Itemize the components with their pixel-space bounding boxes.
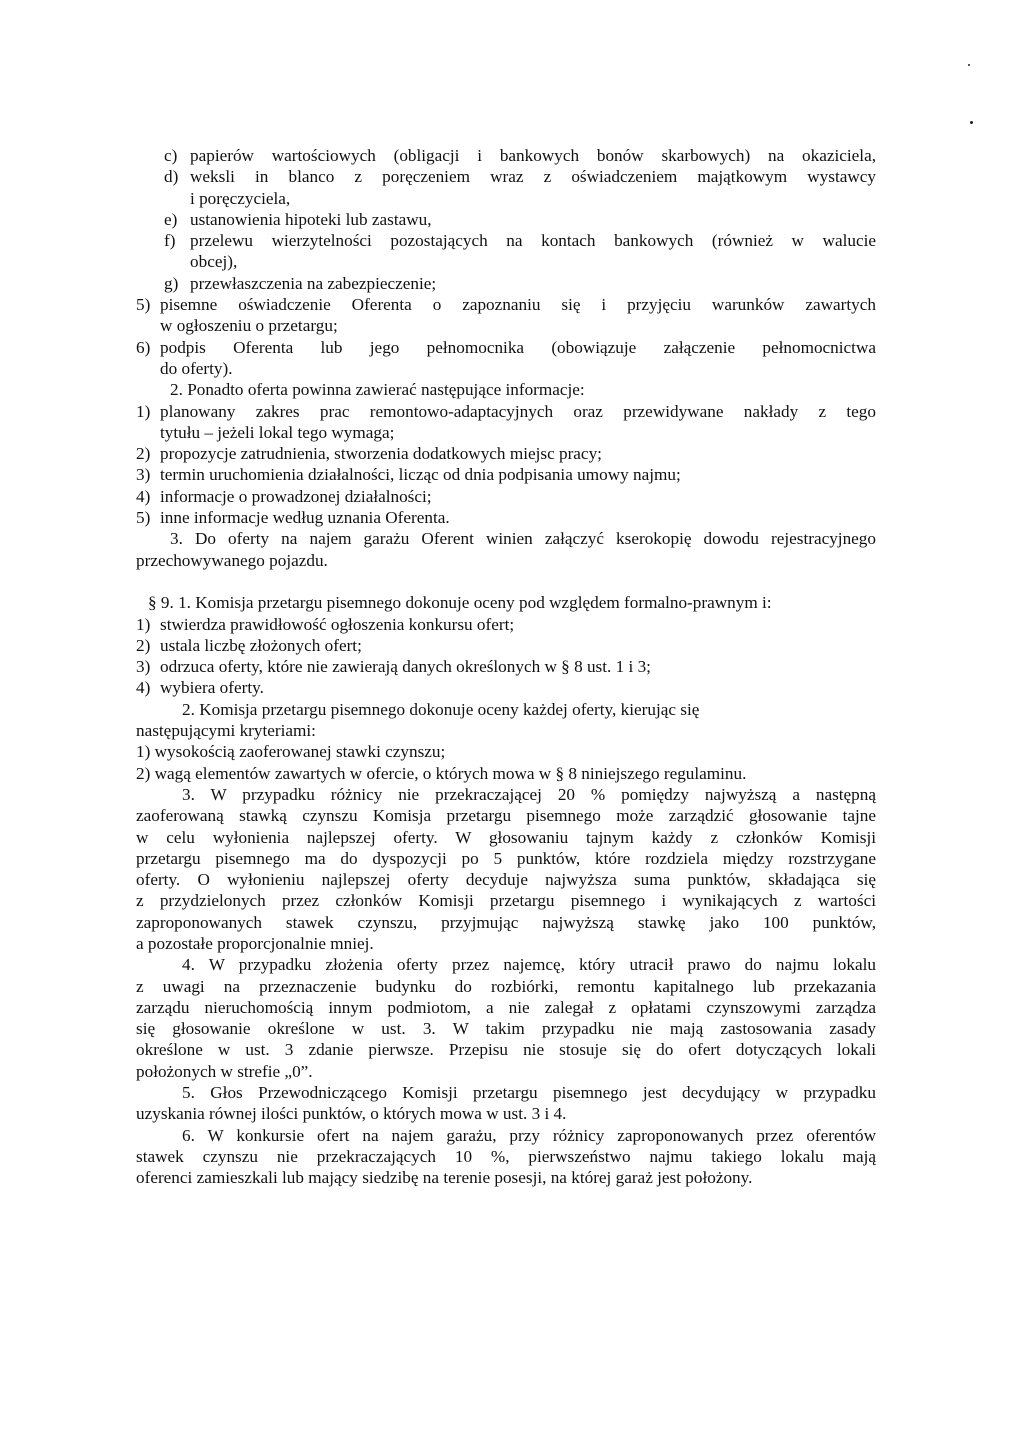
list-item: [164, 230, 876, 273]
list-item-text: [190, 273, 876, 294]
list-marker: 1): [136, 401, 151, 421]
list-item: [136, 337, 876, 380]
list-item: [136, 635, 876, 656]
list-c: [136, 401, 876, 529]
section-9-intro: § 9. 1. Komisja przetargu pisemnego dokonuje oceny pod względem formalno-prawnym i:: [148, 593, 772, 613]
text-line: propozycje zatrudnienia, stworzenia dodatkowych miejsc pracy;: [160, 444, 602, 464]
text-line: uzyskania równej ilości punktów, o których mowa w ust. 3 i 4.: [136, 1104, 567, 1124]
list-item-text: odrzuca oferty, które nie zawierają danych określonych w § 8 ust. 1 i 3;: [160, 657, 651, 677]
text-line: obcej),: [190, 252, 238, 272]
text-line: zaoferowaną stawką czynszu Komisja przetargu pisemnego może zarządzić głosowanie tajne: [136, 806, 876, 826]
text-line: 5. Głos Przewodniczącego Komisji przetargu pisemnego jest decydujący w przypadku: [182, 1083, 876, 1103]
text-line: się głosowanie określone w ust. 3. W takim przypadku nie mają zastosowania zasady: [136, 1019, 876, 1039]
list-item-text: stwierdza prawidłowość ogłoszenia konkursu ofert;: [160, 614, 515, 634]
text-line: oferty. O wyłonieniu najlepszej oferty decyduje najwyższa suma punktów, składająca się: [136, 870, 876, 890]
text-line: i poręczyciela,: [190, 188, 291, 208]
text-line: przetargu pisemnego ma do dyspozycji po 5 punktów, które rozdziela między rozstrzygane: [136, 848, 876, 868]
list-item-text: [160, 507, 876, 528]
list-item-text: [160, 464, 876, 485]
text-line: tytułu – jeżeli lokal tego wymaga;: [160, 422, 395, 442]
list-marker: 1): [136, 614, 151, 634]
list-item: [164, 145, 876, 166]
list-item: [164, 166, 876, 209]
list-item: [136, 507, 876, 528]
text-line: 3. W przypadku różnicy nie przekraczającej 20 % pomiędzy najwyższą a następną: [182, 784, 876, 804]
text-line: 4. W przypadku złożenia oferty przez najemcę, który utracił prawo do najmu lokalu: [182, 955, 876, 975]
section-9-paragraph-5: [136, 1082, 876, 1125]
text-line: papierów wartościowych (obligacji i bankowych bonów skarbowych) na okaziciela,: [190, 146, 876, 165]
text-line: zarządu nieruchomością innym podmiotom, a nie zalegał z opłatami czynszowymi zarządza: [136, 997, 876, 1017]
text-line: podpis Oferenta lub jego pełnomocnika (obowiązuje załączenie pełnomocnictwa: [160, 337, 876, 357]
list-marker: c): [164, 146, 178, 165]
list-a: [136, 145, 876, 294]
text-line: w celu wyłonienia najlepszej oferty. W głosowaniu tajnym każdy z członków Komisji: [136, 827, 876, 847]
list-item: [136, 486, 876, 507]
list-item-text: [160, 486, 876, 507]
document-body: [136, 145, 876, 1189]
list-marker: 4): [136, 678, 151, 698]
text-line: a pozostałe proporcjonalnie mniej.: [136, 933, 374, 953]
text-line: przewłaszczenia na zabezpieczenie;: [190, 273, 437, 293]
list-marker: d): [164, 167, 179, 187]
text-line: weksli in blanco z poręczeniem wraz z oświadczeniem majątkowym wystawcy: [190, 167, 876, 187]
text-line: 6. W konkursie ofert na najem garażu, przy różnicy zaproponowanych przez oferentów: [182, 1125, 876, 1145]
list-item-text: ustala liczbę złożonych ofert;: [160, 635, 362, 655]
list-item: [136, 401, 876, 444]
section-9-paragraph-4: [136, 954, 876, 1082]
text-line: planowany zakres prac remontowo-adaptacyjnych oraz przewidywane nakłady z tego: [160, 401, 876, 421]
list-item-text: [190, 166, 876, 209]
text-line: pisemne oświadczenie Oferenta o zapoznaniu się i przyjęciu warunków zawartych: [160, 295, 876, 315]
section-9-paragraph-2: [136, 699, 876, 784]
spacer: [136, 571, 876, 592]
text-line: ustanowienia hipoteki lub zastawu,: [190, 209, 432, 229]
list-item: [136, 614, 876, 635]
text-line: 1) wysokością zaoferowanej stawki czynszu;: [136, 742, 446, 762]
list-item-text: [160, 294, 876, 337]
text-line: 2) wagą elementów zawartych w ofercie, o których mowa w § 8 niniejszego regulaminu.: [136, 763, 747, 783]
text-line: następującymi kryteriami:: [136, 721, 316, 741]
list-marker: 5): [136, 508, 151, 528]
list-marker: g): [164, 273, 179, 293]
list-item-text: [160, 337, 876, 380]
paragraph-3: [136, 528, 876, 571]
list-marker: f): [164, 231, 176, 251]
section-9-paragraph-6: [136, 1125, 876, 1189]
text-line: 2. Komisja przetargu pisemnego dokonuje oceny każdej oferty, kierując się: [182, 699, 700, 719]
text-line: informacje o prowadzonej działalności;: [160, 486, 432, 506]
text-line: oferenci zamieszkali lub mający siedzibę na terenie posesji, na której garaż jest położony.: [136, 1168, 753, 1188]
text-line: zaproponowanych stawek czynszu, przyjmując najwyższą stawkę jako 100 punktów,: [136, 912, 876, 932]
section-9-paragraph-3: [136, 784, 876, 954]
list-item-text: wybiera oferty.: [160, 678, 264, 698]
text-line: z uwagi na przeznaczenie budynku do rozbiórki, remontu kapitalnego lub przekazania: [136, 976, 876, 996]
list-b: [136, 294, 876, 379]
text-line: przechowywanego pojazdu.: [136, 550, 328, 570]
paragraph-2: 2. Ponadto oferta powinna zawierać następujące informacje:: [170, 380, 585, 400]
list-d: [136, 614, 876, 699]
text-line: przelewu wierzytelności pozostających na kontach bankowych (również w walucie: [190, 231, 876, 251]
list-marker: 3): [136, 657, 151, 677]
list-item: [164, 209, 876, 230]
list-item: [164, 273, 876, 294]
list-item: [136, 294, 876, 337]
list-item-text: [160, 401, 876, 444]
list-item-text: [190, 209, 876, 230]
list-marker: 2): [136, 444, 151, 464]
text-line: inne informacje według uznania Oferenta.: [160, 508, 450, 528]
list-item-text: [190, 230, 876, 273]
list-item-text: [190, 145, 876, 166]
text-line: termin uruchomienia działalności, licząc od dnia podpisania umowy najmu;: [160, 465, 681, 485]
list-marker: 4): [136, 486, 151, 506]
scan-speck: [968, 64, 970, 66]
list-item: [136, 656, 876, 677]
list-marker: 6): [136, 337, 151, 357]
list-marker: 5): [136, 295, 151, 315]
scan-speck: [970, 121, 973, 124]
list-item-text: [160, 443, 876, 464]
text-line: stawek czynszu nie przekraczających 10 %, pierwszeństwo najmu takiego lokalu mają: [136, 1146, 876, 1166]
list-item: [136, 443, 876, 464]
text-line: w ogłoszeniu o przetargu;: [160, 316, 338, 336]
list-marker: 2): [136, 635, 151, 655]
list-item: [136, 677, 876, 698]
text-line: położonych w strefie „0”.: [136, 1061, 313, 1081]
text-line: określone w ust. 3 zdanie pierwsze. Przepisu nie stosuje się do ofert dotyczących lokali: [136, 1040, 876, 1060]
text-line: do oferty).: [160, 358, 233, 378]
list-item: [136, 464, 876, 485]
text-line: z przydzielonych przez członków Komisji przetargu pisemnego i wynikających z wartości: [136, 891, 876, 911]
list-marker: 3): [136, 465, 151, 485]
text-line: 3. Do oferty na najem garażu Oferent winien załączyć kserokopię dowodu rejestracyjnego: [170, 529, 876, 549]
list-marker: e): [164, 209, 178, 229]
